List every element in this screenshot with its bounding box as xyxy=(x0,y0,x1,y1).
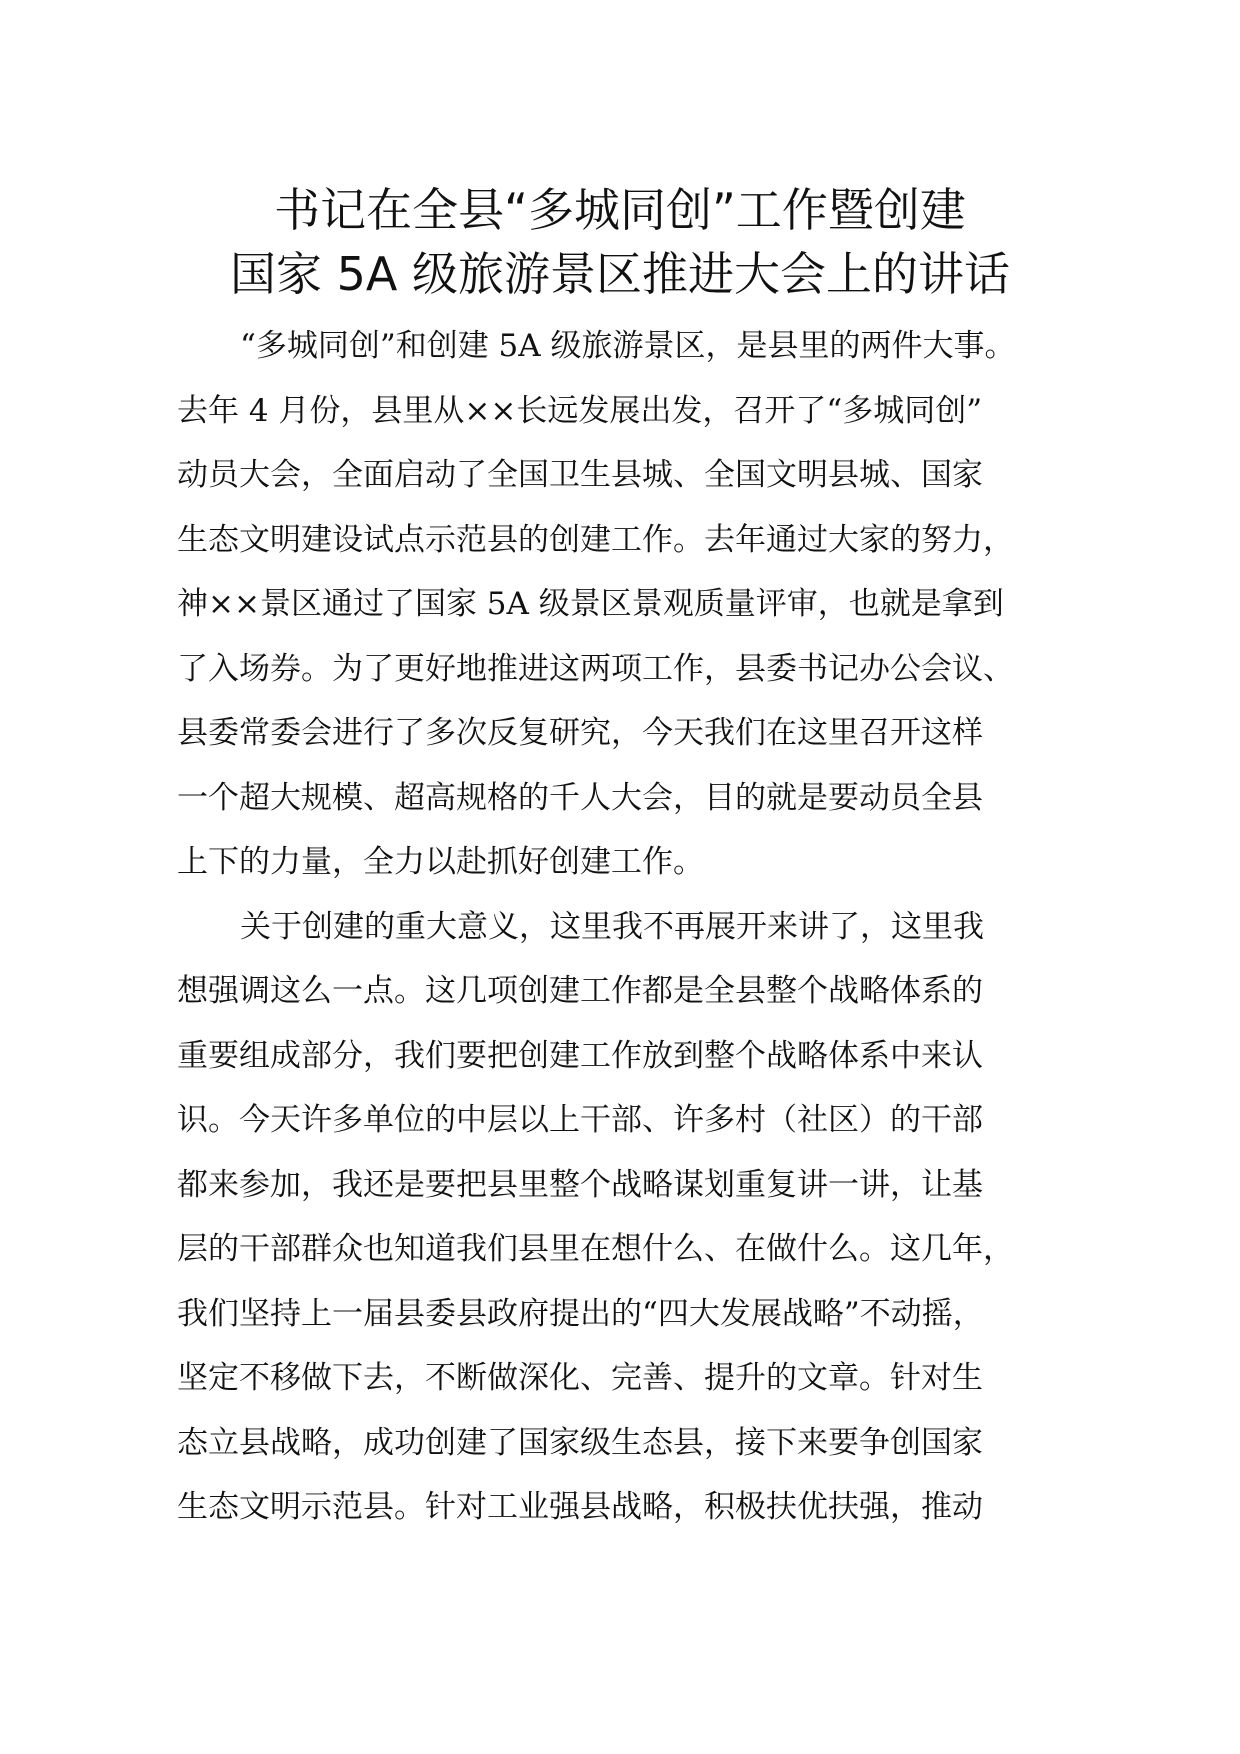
document-body xyxy=(177,314,1097,1540)
text-line: 生态文明示范县。针对工业强县战略，积极扶优扶强，推动 xyxy=(177,1489,983,1525)
text-line: 态立县战略，成功创建了国家级生态县，接下来要争创国家 xyxy=(177,1424,983,1461)
text-line: 重要组成部分，我们要把创建工作放到整个战略体系中来认 xyxy=(177,1037,983,1074)
text-line: 一个超大规模、超高规格的千人大会，目的就是要动员全县 xyxy=(177,779,983,816)
text-line: 神××景区通过了国家 5A 级景区景观质量评审，也就是拿到 xyxy=(177,586,1004,622)
text-line: 了入场券。为了更好地推进这两项工作，县委书记办公会议、 xyxy=(177,650,1014,687)
text-line: 县委常委会进行了多次反复研究，今天我们在这里召开这样 xyxy=(177,715,983,751)
text-line: 我们坚持上一届县委县政府提出的“四大发展战略”不动摇， xyxy=(177,1295,984,1332)
text-line: 识。今天许多单位的中层以上干部、许多村（社区）的干部 xyxy=(177,1102,983,1138)
text-line: 层的干部群众也知道我们县里在想什么、在做什么。这几年， xyxy=(177,1231,1014,1267)
text-line: 去年 4 月份，县里从××长远发展出发，召开了“多城同创” xyxy=(177,392,983,429)
paragraph xyxy=(177,314,1097,895)
text-line: 坚定不移做下去，不断做深化、完善、提升的文章。针对生 xyxy=(177,1360,983,1396)
title-line: 书记在全县“多城同创”工作暨创建 xyxy=(274,183,966,237)
paragraph xyxy=(177,895,1097,1540)
text-line: 生态文明建设试点示范县的创建工作。去年通过大家的努力， xyxy=(177,521,1014,558)
text-line: 关于创建的重大意义，这里我不再展开来讲了，这里我 xyxy=(240,908,984,945)
text-line: 想强调这么一点。这几项创建工作都是全县整个战略体系的 xyxy=(177,973,983,1009)
text-line: 都来参加，我还是要把县里整个战略谋划重复讲一讲，让基 xyxy=(177,1166,983,1203)
text-line: “多城同创”和创建 5A 级旅游景区，是县里的两件大事。 xyxy=(240,328,1016,364)
text-line: 动员大会，全面启动了全国卫生县城、全国文明县城、国家 xyxy=(177,457,983,493)
document-title xyxy=(0,178,1240,306)
text-line: 上下的力量，全力以赴抓好创建工作。 xyxy=(177,844,704,880)
title-line: 国家 5A 级旅游景区推进大会上的讲话 xyxy=(230,247,1010,301)
